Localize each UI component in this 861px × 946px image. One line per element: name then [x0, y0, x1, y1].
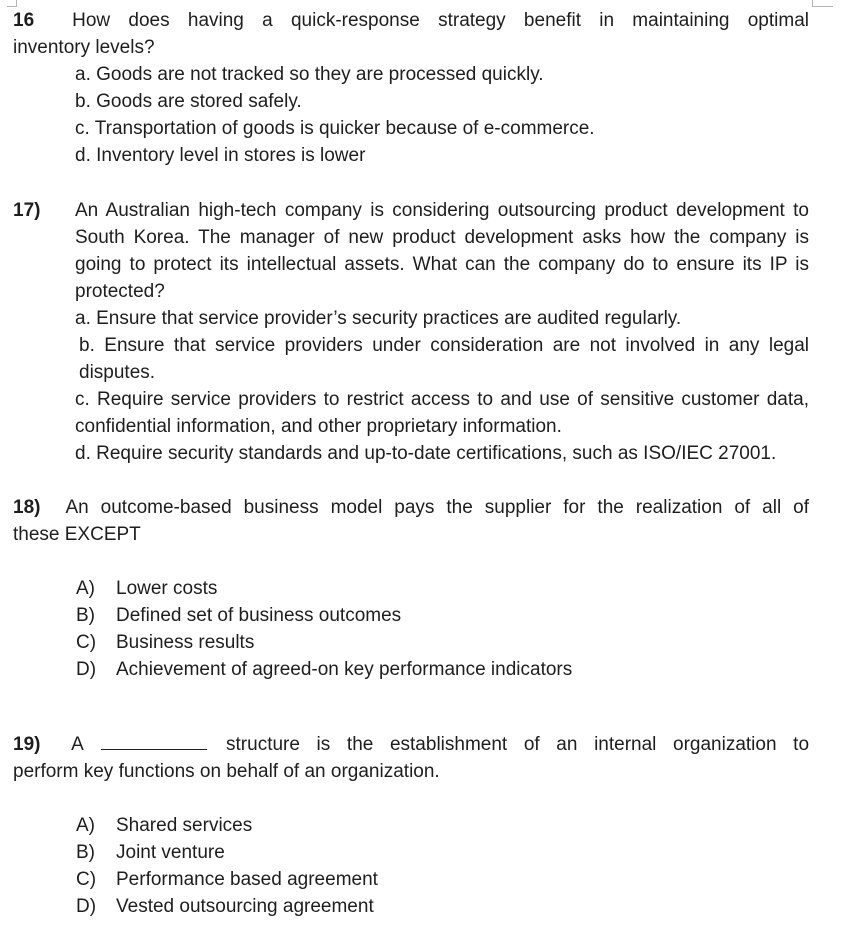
- question-stem-line2: these EXCEPT: [13, 524, 141, 545]
- page-corner-mark-right: [812, 0, 833, 7]
- options-list: [13, 61, 809, 169]
- options-list: [13, 305, 809, 467]
- option-text: Performance based agreement: [116, 869, 378, 890]
- question-stem-line2: inventory levels?: [13, 37, 155, 58]
- option-d: d. Inventory level in stores is lower: [75, 145, 366, 166]
- question-text-pre: A: [71, 734, 83, 755]
- option-letter: B): [76, 605, 95, 626]
- option-c: [76, 629, 809, 656]
- question-number: 16: [13, 10, 35, 31]
- option-text: Defined set of business outcomes: [116, 605, 402, 626]
- question-number: 19): [13, 734, 41, 755]
- question-text: How does having a quick-response strategy benefit in maintaining optimal: [72, 10, 809, 31]
- option-text: Business results: [116, 632, 255, 653]
- question-19: [13, 730, 809, 920]
- question-text: An outcome-based business model pays the supplier for the realization of all of: [65, 497, 809, 518]
- option-letter: A): [76, 815, 95, 836]
- option-b: [76, 602, 809, 629]
- option-text: Achievement of agreed-on key performance indicators: [116, 659, 573, 680]
- option-c: c. Require service providers to restrict access to and use of sensitive customer data, confidential information, and other proprietary information.: [75, 389, 809, 437]
- options-list: [13, 812, 809, 920]
- question-text-post: structure is the establishment of an internal organization to: [226, 734, 810, 755]
- option-letter: C): [76, 869, 97, 890]
- option-d: [76, 893, 809, 920]
- option-text: Joint venture: [116, 842, 225, 863]
- question-stem-line1: [13, 494, 809, 521]
- option-b: b. Ensure that service providers under consideration are not involved in any legal disputes.: [79, 335, 809, 383]
- option-letter: D): [76, 896, 97, 917]
- question-stem: [13, 197, 809, 305]
- question-stem-line1: [13, 730, 809, 758]
- question-stem-line1: [13, 7, 809, 34]
- option-letter: D): [76, 659, 97, 680]
- option-text: Lower costs: [116, 578, 218, 599]
- option-letter: B): [76, 842, 95, 863]
- question-text: An Australian high-tech company is considering outsourcing product development to South Korea. The manager of new product development asks how the company is going to protect its intellectual assets. What can the company do to ensure its IP is protected?: [75, 200, 809, 302]
- option-c: [76, 866, 809, 893]
- question-18: [13, 494, 809, 683]
- question-number: 18): [13, 497, 41, 518]
- option-b: [76, 839, 809, 866]
- option-letter: A): [76, 578, 95, 599]
- option-a: a. Ensure that service provider’s security practices are audited regularly.: [75, 308, 682, 329]
- option-text: Vested outsourcing agreement: [116, 896, 374, 917]
- option-c: c. Transportation of goods is quicker because of e-commerce.: [75, 118, 595, 139]
- option-a: a. Goods are not tracked so they are processed quickly.: [75, 64, 544, 85]
- option-d: [76, 656, 809, 683]
- option-b: b. Goods are stored safely.: [75, 91, 302, 112]
- options-list: [13, 575, 809, 683]
- page-corner-mark-left: [7, 0, 17, 7]
- question-number: 17): [13, 200, 41, 221]
- option-text: Shared services: [116, 815, 253, 836]
- question-16: [13, 7, 809, 169]
- option-letter: C): [76, 632, 97, 653]
- option-a: [76, 575, 809, 602]
- question-17: [13, 197, 809, 467]
- option-d: d. Require security standards and up-to-date certifications, such as ISO/IEC 27001.: [75, 443, 777, 464]
- question-stem-line2: perform key functions on behalf of an organization.: [13, 761, 440, 782]
- option-a: [76, 812, 809, 839]
- answer-blank: [101, 730, 207, 750]
